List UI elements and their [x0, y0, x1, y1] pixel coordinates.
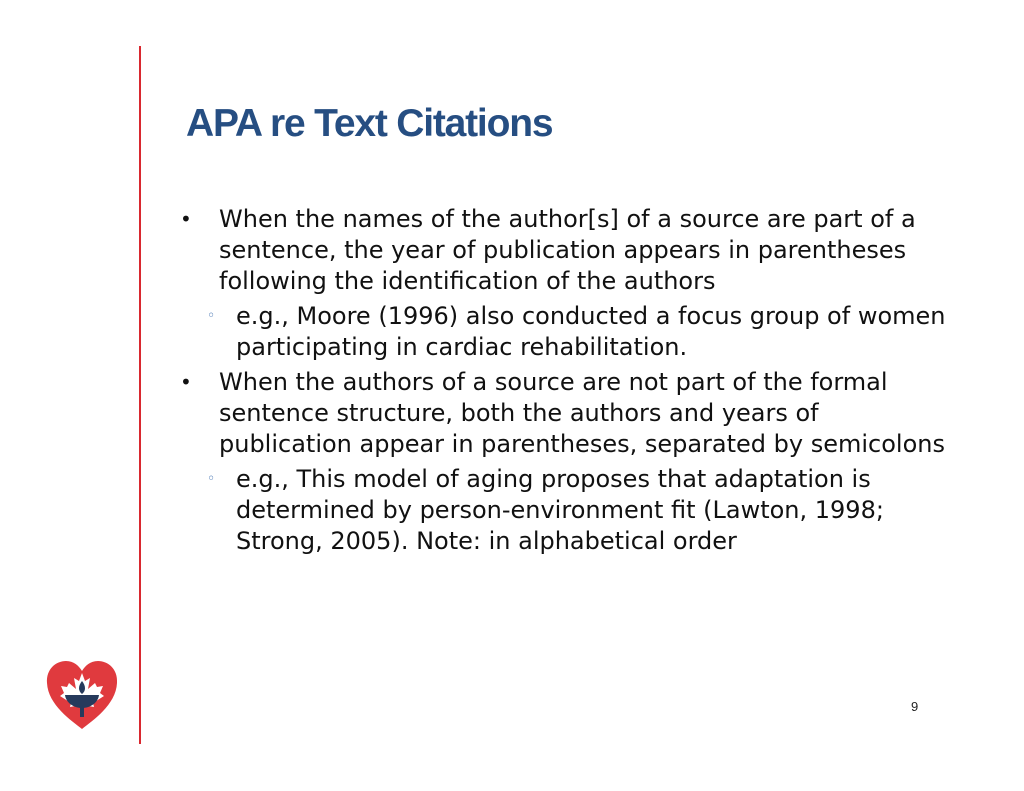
bullet-text: When the names of the author[s] of a source are part of a sentence, the year of publication appears in parentheses following the identification of the authors: [219, 205, 916, 295]
cup-stem: [80, 707, 84, 717]
bullet-item: [180, 204, 950, 297]
sub-bullet-text: e.g., This model of aging proposes that adaptation is determined by person-environment fit (Lawton, 1998; Strong, 2005). Note: in alphabetical order: [236, 465, 884, 555]
slide-title: APA re Text Citations: [186, 102, 553, 145]
page-number: 9: [911, 699, 919, 714]
heart-maple-leaf-logo-icon: [44, 659, 120, 731]
sub-bullet-item: [180, 464, 950, 557]
bullet-item: [180, 367, 950, 460]
bullet-dot-icon: •: [180, 370, 192, 394]
vertical-divider: [139, 46, 141, 744]
circle-bullet-icon: ◦: [207, 471, 216, 487]
bullet-dot-icon: •: [180, 207, 192, 231]
sub-bullet-item: [180, 301, 950, 363]
sub-bullet-text: e.g., Moore (1996) also conducted a focus group of women participating in cardiac rehabilitation.: [236, 302, 946, 361]
bullet-text: When the authors of a source are not part of the formal sentence structure, both the authors and years of publication appear in parentheses, separated by semicolons: [219, 368, 945, 458]
circle-bullet-icon: ◦: [207, 308, 216, 324]
slide-content: [180, 204, 950, 561]
